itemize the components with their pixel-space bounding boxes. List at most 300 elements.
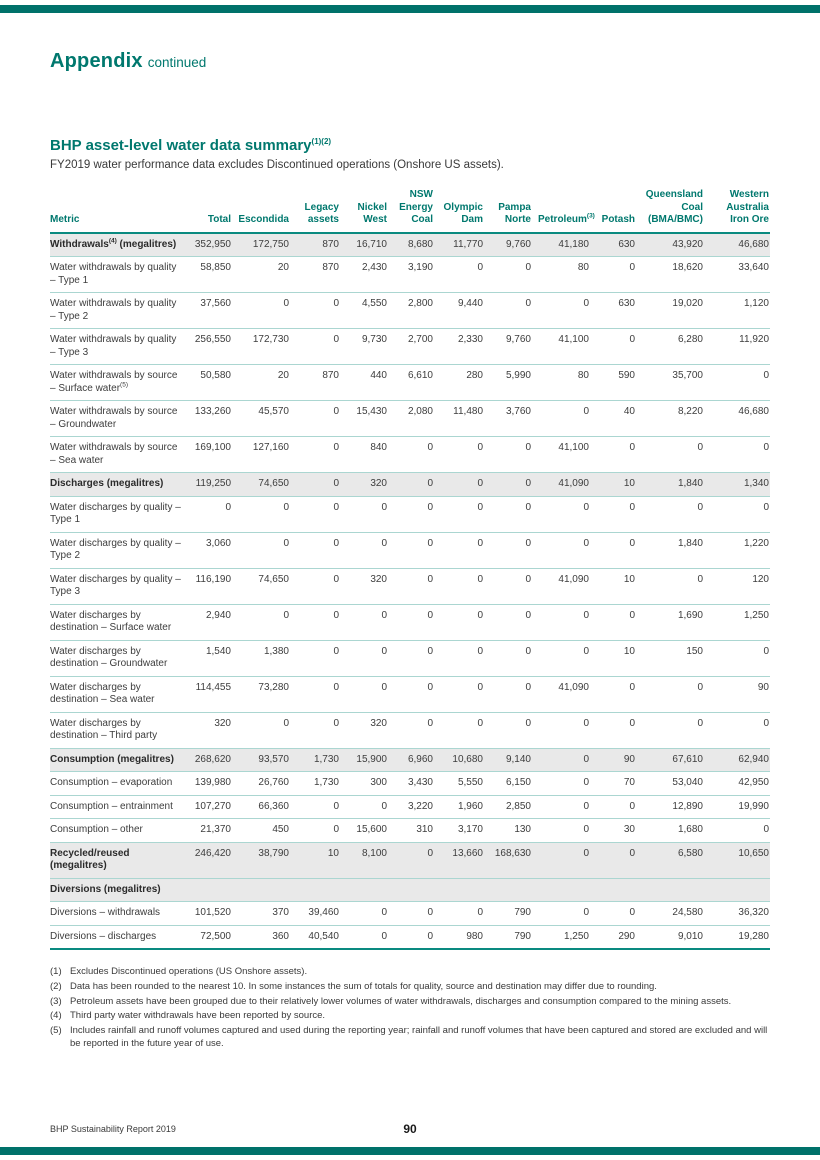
value-cell <box>636 878 704 902</box>
value-cell: 90 <box>623 753 635 765</box>
value-cell: 4,550 <box>361 298 387 309</box>
value-cell: 0 <box>629 609 635 621</box>
value-cell: 12,890 <box>672 800 703 812</box>
water-data-table <box>50 187 770 950</box>
table-body <box>50 233 770 950</box>
table-row <box>50 640 770 676</box>
value-cell: 19,280 <box>738 930 769 942</box>
value-cell: 0 <box>697 573 703 585</box>
value-cell: 450 <box>272 824 289 835</box>
value-cell: 0 <box>629 442 635 453</box>
value-cell: 35,700 <box>672 370 703 381</box>
value-cell: 980 <box>466 930 483 942</box>
value-cell: 0 <box>629 847 635 859</box>
value-cell: 80 <box>577 262 589 273</box>
column-header: Olympic Dam <box>443 201 483 225</box>
value-cell: 10 <box>623 573 635 585</box>
value-cell: 41,090 <box>558 573 589 585</box>
value-cell: 15,900 <box>356 753 387 765</box>
top-accent-bar <box>0 5 820 13</box>
value-cell: 41,100 <box>558 334 589 345</box>
value-cell: 8,220 <box>677 406 703 417</box>
column-header: Petroleum$^{(3)}$ <box>538 212 595 225</box>
value-cell: 0 <box>333 406 339 417</box>
metric-label: Water withdrawals by source – Groundwater <box>50 406 178 430</box>
value-cell: 46,680 <box>738 238 769 250</box>
value-cell: 0 <box>525 298 531 309</box>
footnote-number: (2) <box>50 980 62 992</box>
value-cell: 0 <box>477 717 483 729</box>
value-cell: 0 <box>697 681 703 693</box>
value-cell: 73,280 <box>258 681 289 693</box>
value-cell: 20 <box>277 262 289 273</box>
value-cell: 0 <box>697 501 703 513</box>
appendix-continued-label: continued <box>147 55 207 70</box>
value-cell: 6,610 <box>407 370 433 381</box>
value-cell: 630 <box>618 238 635 250</box>
value-cell: 790 <box>514 907 531 918</box>
value-cell: 9,760 <box>505 238 531 250</box>
value-cell: 0 <box>381 681 387 693</box>
value-cell: 1,840 <box>677 537 703 549</box>
page-number: 90 <box>403 1122 417 1136</box>
value-cell: 6,580 <box>677 847 703 859</box>
value-cell: 1,250 <box>743 609 769 621</box>
value-cell: 15,430 <box>356 406 387 417</box>
value-cell: 0 <box>525 609 531 621</box>
value-cell: 5,990 <box>505 370 531 381</box>
value-cell: 150 <box>686 645 703 657</box>
metric-label: Water withdrawals by quality – Type 2 <box>50 298 177 322</box>
value-cell: 0 <box>381 501 387 513</box>
value-cell: 0 <box>333 609 339 621</box>
metric-label: Consumption – entrainment <box>50 800 173 812</box>
value-cell: 870 <box>322 262 339 273</box>
value-cell: 46,680 <box>738 406 769 417</box>
value-cell: 3,220 <box>407 800 433 812</box>
value-cell: 0 <box>525 573 531 585</box>
value-cell: 0 <box>333 681 339 693</box>
column-header: Pampa Norte <box>498 201 531 225</box>
value-cell: 0 <box>427 609 433 621</box>
footer-report-title: BHP Sustainability Report 2019 <box>50 1124 176 1134</box>
footnote-text: Data has been rounded to the nearest 10. In some instances the sum of totals for quality, source and destination may differ due to rounding. <box>70 980 657 992</box>
metric-label: Diversions – withdrawals <box>50 907 161 918</box>
value-cell: 45,570 <box>258 406 289 417</box>
value-cell: 0 <box>583 406 589 417</box>
table-row <box>50 532 770 568</box>
section-row <box>50 842 770 878</box>
value-cell: 41,090 <box>558 681 589 693</box>
metric-label: Water withdrawals by source – Surface water$^{(5)}$ <box>50 370 178 394</box>
column-header: NSW Energy Coal <box>399 189 433 225</box>
value-cell <box>484 878 532 902</box>
value-cell: 169,100 <box>194 442 231 453</box>
value-cell: 9,440 <box>457 298 483 309</box>
value-cell: 0 <box>583 824 589 835</box>
metric-label: Water discharges by quality – Type 2 <box>50 537 181 561</box>
value-cell: 3,760 <box>505 406 531 417</box>
value-cell: 10,650 <box>738 847 769 859</box>
value-cell: 0 <box>583 645 589 657</box>
value-cell: 0 <box>763 442 769 453</box>
value-cell: 80 <box>577 370 589 381</box>
metric-label: Water withdrawals by quality – Type 3 <box>50 334 177 358</box>
value-cell: 11,480 <box>453 406 483 417</box>
value-cell: 0 <box>381 800 387 812</box>
value-cell: 0 <box>583 501 589 513</box>
bottom-accent-bar <box>0 1147 820 1155</box>
value-cell <box>182 878 232 902</box>
value-cell: 0 <box>333 537 339 549</box>
metric-label: Water discharges by destination – Sea water <box>50 681 155 705</box>
value-cell: 0 <box>381 645 387 657</box>
value-cell: 2,430 <box>361 262 387 273</box>
value-cell: 256,550 <box>194 334 231 345</box>
value-cell: 0 <box>525 501 531 513</box>
value-cell: 9,760 <box>505 334 531 345</box>
footnote-ref: (4) <box>108 237 117 245</box>
value-cell: 0 <box>525 537 531 549</box>
value-cell <box>388 878 434 902</box>
value-cell: 320 <box>370 573 387 585</box>
value-cell: 440 <box>370 370 387 381</box>
value-cell: 0 <box>427 847 433 859</box>
table-subtitle: FY2019 water performance data excludes Discontinued operations (Onshore US assets). <box>50 159 504 171</box>
value-cell: 320 <box>370 478 387 489</box>
value-cell: 280 <box>466 370 483 381</box>
value-cell: 0 <box>381 537 387 549</box>
value-cell: 133,260 <box>194 406 231 417</box>
table-row <box>50 902 770 926</box>
value-cell: 0 <box>763 824 769 835</box>
value-cell: 0 <box>381 907 387 918</box>
value-cell: 870 <box>322 370 339 381</box>
value-cell <box>434 878 484 902</box>
footnote-number: (3) <box>50 995 62 1007</box>
value-cell: 0 <box>477 907 483 918</box>
value-cell <box>340 878 388 902</box>
value-cell <box>290 878 340 902</box>
value-cell: 0 <box>333 501 339 513</box>
value-cell: 0 <box>583 717 589 729</box>
value-cell: 39,460 <box>308 907 339 918</box>
value-cell: 0 <box>583 907 589 918</box>
table-row <box>50 401 770 437</box>
value-cell: 310 <box>416 824 433 835</box>
value-cell: 320 <box>370 717 387 729</box>
footnote-text: Excludes Discontinued operations (US Onshore assets). <box>70 966 308 977</box>
table-row <box>50 365 770 401</box>
value-cell: 0 <box>427 717 433 729</box>
metric-label: Water discharges by destination – Third party <box>50 717 158 741</box>
value-cell: 0 <box>583 847 589 859</box>
value-cell: 870 <box>322 238 339 250</box>
value-cell: 0 <box>381 609 387 621</box>
column-header-metric: Metric <box>50 214 80 225</box>
value-cell: 0 <box>477 609 483 621</box>
value-cell: 53,040 <box>672 777 703 788</box>
value-cell: 13,660 <box>452 847 483 859</box>
value-cell: 18,620 <box>672 262 703 273</box>
value-cell: 0 <box>333 573 339 585</box>
value-cell: 0 <box>427 442 433 453</box>
value-cell <box>532 878 590 902</box>
value-cell: 1,120 <box>743 298 769 309</box>
value-cell: 0 <box>583 753 589 765</box>
value-cell: 127,160 <box>252 442 289 453</box>
value-cell: 30 <box>623 824 635 835</box>
table-row <box>50 676 770 712</box>
value-cell: 268,620 <box>194 753 231 765</box>
value-cell: 0 <box>283 717 289 729</box>
footnote-item <box>50 1010 770 1023</box>
value-cell: 0 <box>697 717 703 729</box>
value-cell: 11,920 <box>739 334 769 345</box>
metric-label: Recycled/reused (megalitres) <box>50 847 130 871</box>
value-cell: 0 <box>333 478 339 489</box>
value-cell: 0 <box>427 681 433 693</box>
value-cell: 0 <box>225 501 231 513</box>
value-cell: 114,455 <box>195 681 231 693</box>
value-cell: 58,850 <box>200 262 231 273</box>
value-cell: 5,550 <box>457 777 483 788</box>
value-cell: 36,320 <box>738 907 769 918</box>
value-cell: 1,730 <box>313 777 339 788</box>
section-row <box>50 748 770 772</box>
value-cell: 1,380 <box>263 645 289 657</box>
value-cell: 33,640 <box>738 262 769 273</box>
value-cell: 2,940 <box>205 609 231 621</box>
metric-label: Diversions (megalitres) <box>50 883 161 895</box>
value-cell: 0 <box>283 537 289 549</box>
footnote-number: (1) <box>50 966 62 977</box>
value-cell: 0 <box>525 478 531 489</box>
footnote-text: Petroleum assets have been grouped due to their relatively lower volumes of water withdrawals, discharges and consumption compared to the mining assets. <box>70 995 732 1007</box>
value-cell: 0 <box>427 930 433 942</box>
value-cell: 6,150 <box>505 777 531 788</box>
value-cell: 0 <box>583 777 589 788</box>
value-cell: 1,540 <box>205 645 231 657</box>
value-cell <box>704 878 770 902</box>
value-cell: 19,990 <box>738 800 769 812</box>
footnote-item <box>50 1025 770 1051</box>
table-row <box>50 496 770 532</box>
value-cell: 352,950 <box>194 238 231 250</box>
value-cell: 8,100 <box>361 847 387 859</box>
footnote-text: Includes rainfall and runoff volumes captured and used during the reporting year; rainfall and runoff volumes that have been captured and stored are excluded and will be reported in the future year of use. <box>70 1025 768 1050</box>
value-cell: 246,420 <box>194 847 231 859</box>
page-content <box>0 50 820 1051</box>
column-header: Potash <box>601 214 635 225</box>
value-cell: 0 <box>525 645 531 657</box>
value-cell: 840 <box>370 442 387 453</box>
appendix-title: Appendix <box>50 50 143 72</box>
value-cell: 101,520 <box>194 907 231 918</box>
value-cell: 21,370 <box>200 824 231 835</box>
value-cell: 2,330 <box>457 334 483 345</box>
value-cell: 62,940 <box>738 753 769 765</box>
value-cell: 0 <box>763 717 769 729</box>
value-cell: 139,980 <box>194 777 231 788</box>
value-cell: 74,650 <box>258 573 289 585</box>
value-cell: 37,560 <box>200 298 231 309</box>
appendix-heading <box>50 50 770 73</box>
table-row <box>50 437 770 473</box>
value-cell: 9,140 <box>505 753 531 765</box>
value-cell: 790 <box>514 930 531 942</box>
value-cell <box>232 878 290 902</box>
value-cell: 0 <box>333 334 339 345</box>
metric-label: Consumption (megalitres) <box>50 753 174 765</box>
footnote-ref: (3) <box>586 212 595 220</box>
value-cell: 1,840 <box>677 478 703 489</box>
table-row <box>50 925 770 949</box>
value-cell: 0 <box>629 907 635 918</box>
value-cell: 15,600 <box>356 824 387 835</box>
value-cell: 0 <box>477 573 483 585</box>
value-cell: 0 <box>333 824 339 835</box>
footnote-item <box>50 966 770 979</box>
value-cell: 3,170 <box>457 824 483 835</box>
value-cell: 8,680 <box>407 238 433 250</box>
value-cell: 38,790 <box>258 847 289 859</box>
section-row <box>50 878 770 902</box>
value-cell: 0 <box>583 298 589 309</box>
metric-label: Consumption – evaporation <box>50 777 173 788</box>
value-cell: 1,340 <box>743 478 769 489</box>
footnotes <box>50 966 770 1051</box>
value-cell: 0 <box>525 717 531 729</box>
value-cell: 3,190 <box>407 262 433 273</box>
footnote-number: (4) <box>50 1010 62 1022</box>
value-cell: 9,010 <box>677 930 703 942</box>
value-cell: 119,250 <box>195 478 231 489</box>
value-cell: 0 <box>763 370 769 381</box>
section-row <box>50 473 770 497</box>
value-cell: 360 <box>272 930 289 942</box>
value-cell: 0 <box>583 537 589 549</box>
column-header: Western Australia Iron Ore <box>726 189 769 225</box>
value-cell: 0 <box>427 907 433 918</box>
value-cell: 2,850 <box>505 800 531 812</box>
table-row <box>50 712 770 748</box>
section-row <box>50 233 770 257</box>
column-header: Legacy assets <box>304 201 339 225</box>
value-cell: 16,710 <box>356 238 387 250</box>
value-cell: 90 <box>757 681 769 693</box>
value-cell: 3,060 <box>205 537 231 549</box>
metric-label: Withdrawals$^{(4)}$ (megalitres) <box>50 237 177 250</box>
value-cell: 0 <box>283 298 289 309</box>
value-cell: 0 <box>427 537 433 549</box>
value-cell: 120 <box>752 573 769 585</box>
metric-label: Water withdrawals by quality – Type 1 <box>50 262 177 286</box>
value-cell: 42,950 <box>738 777 769 788</box>
metric-label: Water discharges by quality – Type 1 <box>50 501 181 525</box>
value-cell: 1,690 <box>677 609 703 621</box>
table-row <box>50 795 770 819</box>
footnote-item <box>50 981 770 994</box>
value-cell: 107,270 <box>194 800 231 812</box>
value-cell: 41,180 <box>558 238 589 250</box>
value-cell: 1,960 <box>457 800 483 812</box>
value-cell: 116,190 <box>195 573 231 585</box>
table-row <box>50 568 770 604</box>
metric-label: Water withdrawals by source – Sea water <box>50 442 178 466</box>
value-cell: 0 <box>477 645 483 657</box>
metric-label: Water discharges by quality – Type 3 <box>50 573 181 597</box>
column-header: Queensland Coal (BMA/BMC) <box>645 189 703 225</box>
value-cell: 0 <box>525 442 531 453</box>
value-cell: 172,730 <box>252 334 289 345</box>
column-header: Escondida <box>238 214 289 225</box>
value-cell: 590 <box>618 370 635 381</box>
value-cell: 0 <box>381 930 387 942</box>
value-cell: 0 <box>477 442 483 453</box>
value-cell: 67,610 <box>672 753 703 765</box>
value-cell: 0 <box>477 501 483 513</box>
value-cell: 0 <box>763 645 769 657</box>
value-cell: 0 <box>629 262 635 273</box>
value-cell: 0 <box>583 800 589 812</box>
value-cell: 11,770 <box>453 238 483 250</box>
value-cell: 0 <box>477 262 483 273</box>
value-cell: 10,680 <box>452 753 483 765</box>
value-cell: 0 <box>477 537 483 549</box>
value-cell: 0 <box>629 537 635 549</box>
value-cell: 0 <box>427 501 433 513</box>
metric-label: Discharges (megalitres) <box>50 478 164 489</box>
value-cell: 74,650 <box>258 478 289 489</box>
value-cell: 0 <box>333 645 339 657</box>
footnote-text: Third party water withdrawals have been reported by source. <box>70 1010 326 1022</box>
table-header <box>50 187 770 233</box>
value-cell: 0 <box>629 717 635 729</box>
value-cell: 0 <box>333 442 339 453</box>
value-cell: 0 <box>427 478 433 489</box>
value-cell: 10 <box>623 645 635 657</box>
value-cell: 168,630 <box>494 847 531 859</box>
table-title-text: BHP asset-level water data summary <box>50 137 312 154</box>
table-row <box>50 604 770 640</box>
value-cell: 10 <box>623 478 635 489</box>
value-cell: 290 <box>618 930 635 942</box>
metric-label: Diversions – discharges <box>50 930 157 942</box>
footnote-ref: (5) <box>120 381 128 389</box>
value-cell: 0 <box>525 681 531 693</box>
value-cell <box>590 878 636 902</box>
value-cell: 300 <box>370 777 387 788</box>
value-cell: 0 <box>629 334 635 345</box>
table-title-footnote-refs: (1)(2) <box>311 137 332 146</box>
value-cell: 3,430 <box>407 777 433 788</box>
value-cell: 26,760 <box>258 777 289 788</box>
value-cell: 1,730 <box>313 753 339 765</box>
value-cell: 1,250 <box>563 930 589 942</box>
value-cell: 0 <box>283 609 289 621</box>
value-cell: 320 <box>214 717 231 729</box>
value-cell: 0 <box>629 501 635 513</box>
value-cell: 72,500 <box>200 930 231 942</box>
value-cell: 2,700 <box>407 334 433 345</box>
value-cell: 0 <box>477 681 483 693</box>
value-cell: 0 <box>333 717 339 729</box>
table-row <box>50 257 770 293</box>
value-cell: 50,580 <box>200 370 231 381</box>
value-cell: 0 <box>697 442 703 453</box>
value-cell: 0 <box>427 645 433 657</box>
